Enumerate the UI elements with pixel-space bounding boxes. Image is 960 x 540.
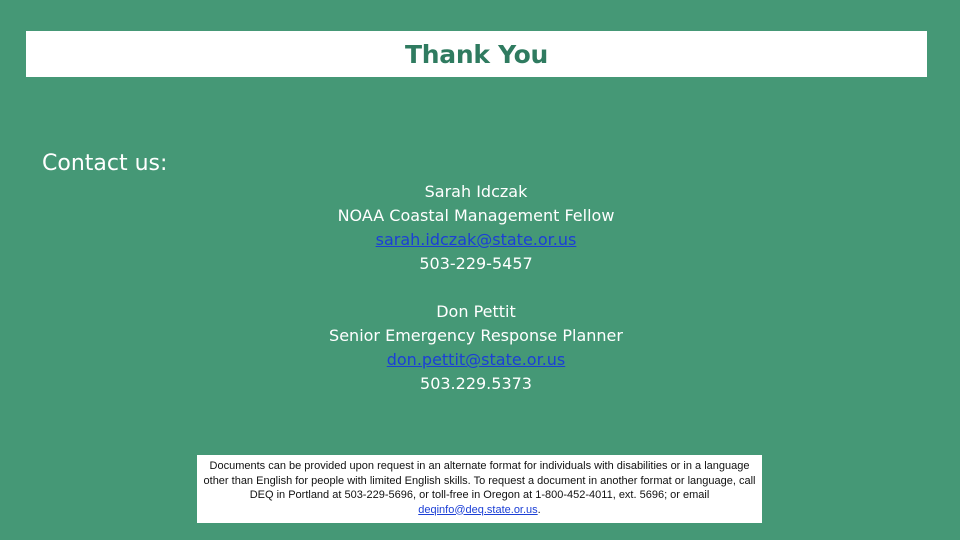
contact-card-sarah (276, 180, 676, 276)
contact-name: Sarah Idczak (424, 182, 528, 201)
contact-role: Senior Emergency Response Planner (329, 326, 623, 345)
page-title: Thank You (405, 39, 548, 69)
title-banner (26, 31, 927, 77)
notice-text: Documents can be provided upon request in an alternate format for individuals with disabilities or in a language other than English for people with limited English skills. To request a document in another format or language, call DEQ in Portland at 503-229-5696, or toll-free in Oregon at 1-800-452-4011, ext. 5696; or email (203, 460, 756, 501)
notice-email-link[interactable]: deqinfo@deq.state.or.us (418, 503, 538, 516)
contact-email-link[interactable]: don.pettit@state.or.us (386, 350, 566, 369)
contact-heading: Contact us: (42, 151, 168, 176)
contact-name: Don Pettit (436, 302, 516, 321)
contact-phone: 503-229-5457 (419, 254, 533, 273)
contact-phone: 503.229.5373 (420, 374, 532, 393)
contact-role: NOAA Coastal Management Fellow (337, 206, 615, 225)
notice-text-end: . (537, 503, 541, 516)
accessibility-notice (197, 455, 762, 523)
contact-email-link[interactable]: sarah.idczak@state.or.us (375, 230, 577, 249)
contact-card-don (276, 300, 676, 396)
